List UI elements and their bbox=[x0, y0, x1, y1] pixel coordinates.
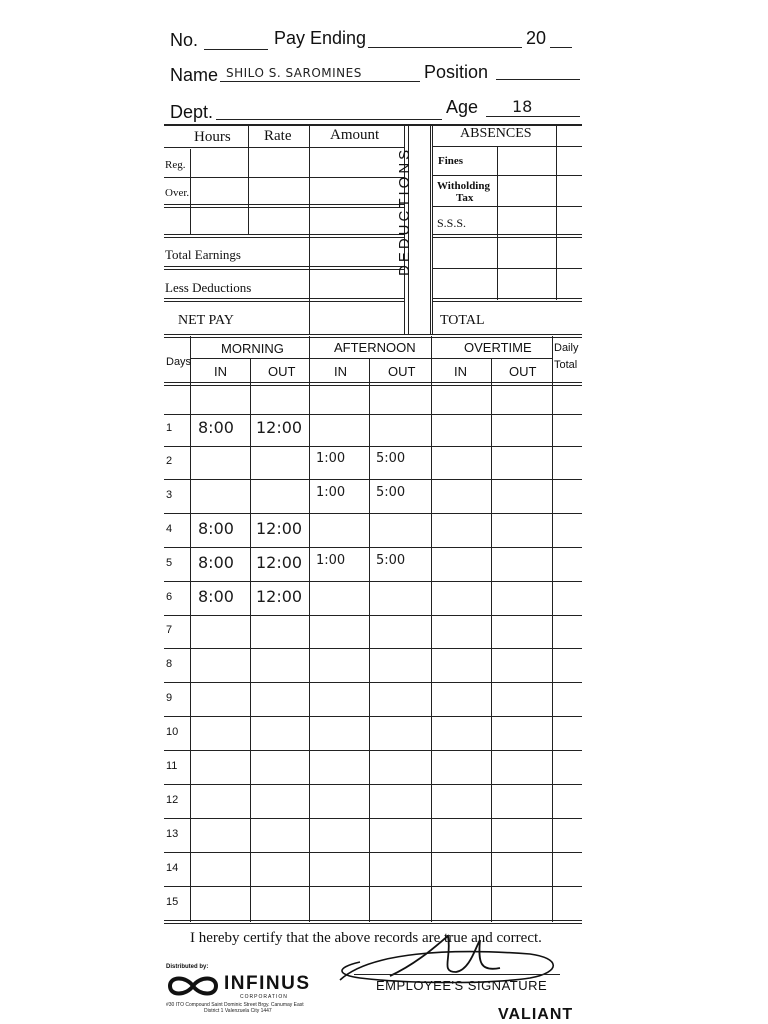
time-entry-m-out: 12:00 bbox=[256, 418, 303, 437]
day-number: 6 bbox=[166, 591, 173, 603]
row-over: Over. bbox=[165, 187, 190, 199]
col-hours: Hours bbox=[194, 129, 231, 145]
day-number: 11 bbox=[166, 760, 178, 772]
afternoon-out-label: OUT bbox=[388, 364, 416, 379]
day-number: 15 bbox=[166, 896, 179, 908]
company-name: INFINUS bbox=[224, 973, 311, 994]
total-deductions-label: TOTAL bbox=[440, 313, 485, 328]
day-number: 10 bbox=[166, 726, 179, 738]
morning-label: MORNING bbox=[221, 341, 284, 356]
absences-label: ABSENCES bbox=[460, 126, 532, 141]
row-reg: Reg. bbox=[165, 159, 186, 171]
morning-out-label: OUT bbox=[268, 364, 296, 379]
no-label: No. bbox=[170, 30, 199, 50]
day-number: 8 bbox=[166, 658, 173, 670]
time-entry-m-in: 8:00 bbox=[198, 553, 234, 572]
day-number: 3 bbox=[166, 489, 173, 501]
brand-logo: VALIANT bbox=[498, 1006, 574, 1023]
sss-label: S.S.S. bbox=[437, 216, 467, 230]
day-number: 7 bbox=[166, 624, 173, 636]
col-amount: Amount bbox=[330, 127, 380, 143]
year-prefix: 20 bbox=[526, 28, 547, 48]
time-entry-m-out: 12:00 bbox=[256, 519, 303, 538]
time-entry-a-in: 1:00 bbox=[316, 485, 346, 500]
dept-label: Dept. bbox=[170, 102, 214, 122]
day-number: 1 bbox=[166, 422, 173, 434]
withholding-label: Witholding bbox=[437, 180, 490, 192]
time-entry-m-out: 12:00 bbox=[256, 553, 303, 572]
day-number: 9 bbox=[166, 692, 173, 704]
name-line bbox=[220, 81, 420, 82]
day-number: 2 bbox=[166, 455, 173, 467]
less-deductions-label: Less Deductions bbox=[165, 280, 252, 295]
pay-ending-line bbox=[368, 47, 522, 48]
time-entry-a-out: 5:00 bbox=[376, 553, 406, 568]
net-pay-label: NET PAY bbox=[178, 313, 234, 328]
age-label: Age bbox=[446, 97, 479, 117]
pay-summary bbox=[164, 124, 582, 336]
name-value: SHILO S. SAROMINES bbox=[226, 66, 362, 80]
infinity-logo-icon bbox=[166, 974, 220, 998]
morning-in-label: IN bbox=[214, 364, 227, 379]
fines-label: Fines bbox=[438, 155, 464, 167]
afternoon-in-label: IN bbox=[334, 364, 347, 379]
total-earnings-label: Total Earnings bbox=[165, 247, 241, 262]
no-line bbox=[204, 49, 268, 50]
time-entry-m-in: 8:00 bbox=[198, 587, 234, 606]
pay-ending-label: Pay Ending bbox=[274, 28, 367, 48]
overtime-out-label: OUT bbox=[509, 364, 537, 379]
time-entry-m-in: 8:00 bbox=[198, 418, 234, 437]
withholding-tax-label: Tax bbox=[456, 192, 474, 204]
dept-line bbox=[216, 119, 442, 120]
total-label: Total bbox=[554, 359, 578, 371]
day-number: 5 bbox=[166, 557, 173, 569]
days-label: Days bbox=[166, 356, 192, 368]
time-entry-a-out: 5:00 bbox=[376, 451, 406, 466]
time-entry-m-out: 12:00 bbox=[256, 587, 303, 606]
day-number: 12 bbox=[166, 794, 179, 806]
age-line bbox=[486, 116, 580, 117]
time-entry-m-in: 8:00 bbox=[198, 519, 234, 538]
address-line1: #30 ITO Compound Saint Dominic Street Brgy. Canumay East bbox=[166, 1002, 304, 1008]
day-number: 13 bbox=[166, 828, 179, 840]
company-sub: CORPORATION bbox=[240, 994, 288, 1000]
col-rate: Rate bbox=[264, 128, 292, 144]
name-label: Name bbox=[170, 65, 219, 85]
time-entry-a-out: 5:00 bbox=[376, 485, 406, 500]
time-card: No. Pay Ending 20 Name SHILO S. SAROMINES Position Dept. Age 18 Hours Rate Amount Reg. Over. Total Earnings Less Deductions NET PAY DEDUCTIONS ABSENCES Fines Witholding Tax S.S.S. TOTAL Days MORNING AFTERNOON OVERTIME Daily Total IN OUT IN OUT IN OUT 1 8:00 12:00 2 1:00 5:00 3 1:00 5:00 4 8:00 12:00 5 8:00 12:00 1:00 5:00 6 8:00 12:00 7 8 9 10 11 12 13 14 15 I hereby certify that the above records are true and correct. EMPLOYEE'S SIGNATURE Distributed by: INFINUS CORPORATION #30 ITO Compound Saint Dominic Street Brgy. Canumay East District 1 Valenzuela City 1447 VALIANT bbox=[164, 22, 582, 1024]
year-line bbox=[550, 47, 572, 48]
time-entry-a-in: 1:00 bbox=[316, 451, 346, 466]
certify-text: I hereby certify that the above records are true and correct. bbox=[190, 930, 542, 946]
address-line2: District 1 Valenzuela City 1447 bbox=[204, 1008, 272, 1014]
time-entry-a-in: 1:00 bbox=[316, 553, 346, 568]
signature-label: EMPLOYEE'S SIGNATURE bbox=[376, 978, 548, 993]
distributed-by: Distributed by: bbox=[166, 964, 209, 970]
age-value: 18 bbox=[512, 97, 533, 116]
afternoon-label: AFTERNOON bbox=[334, 340, 416, 355]
day-number: 14 bbox=[166, 862, 179, 874]
overtime-label: OVERTIME bbox=[464, 340, 532, 355]
daily-label: Daily bbox=[554, 342, 579, 354]
overtime-in-label: IN bbox=[454, 364, 467, 379]
day-number: 4 bbox=[166, 523, 173, 535]
position-line bbox=[496, 79, 580, 80]
position-label: Position bbox=[424, 62, 489, 82]
